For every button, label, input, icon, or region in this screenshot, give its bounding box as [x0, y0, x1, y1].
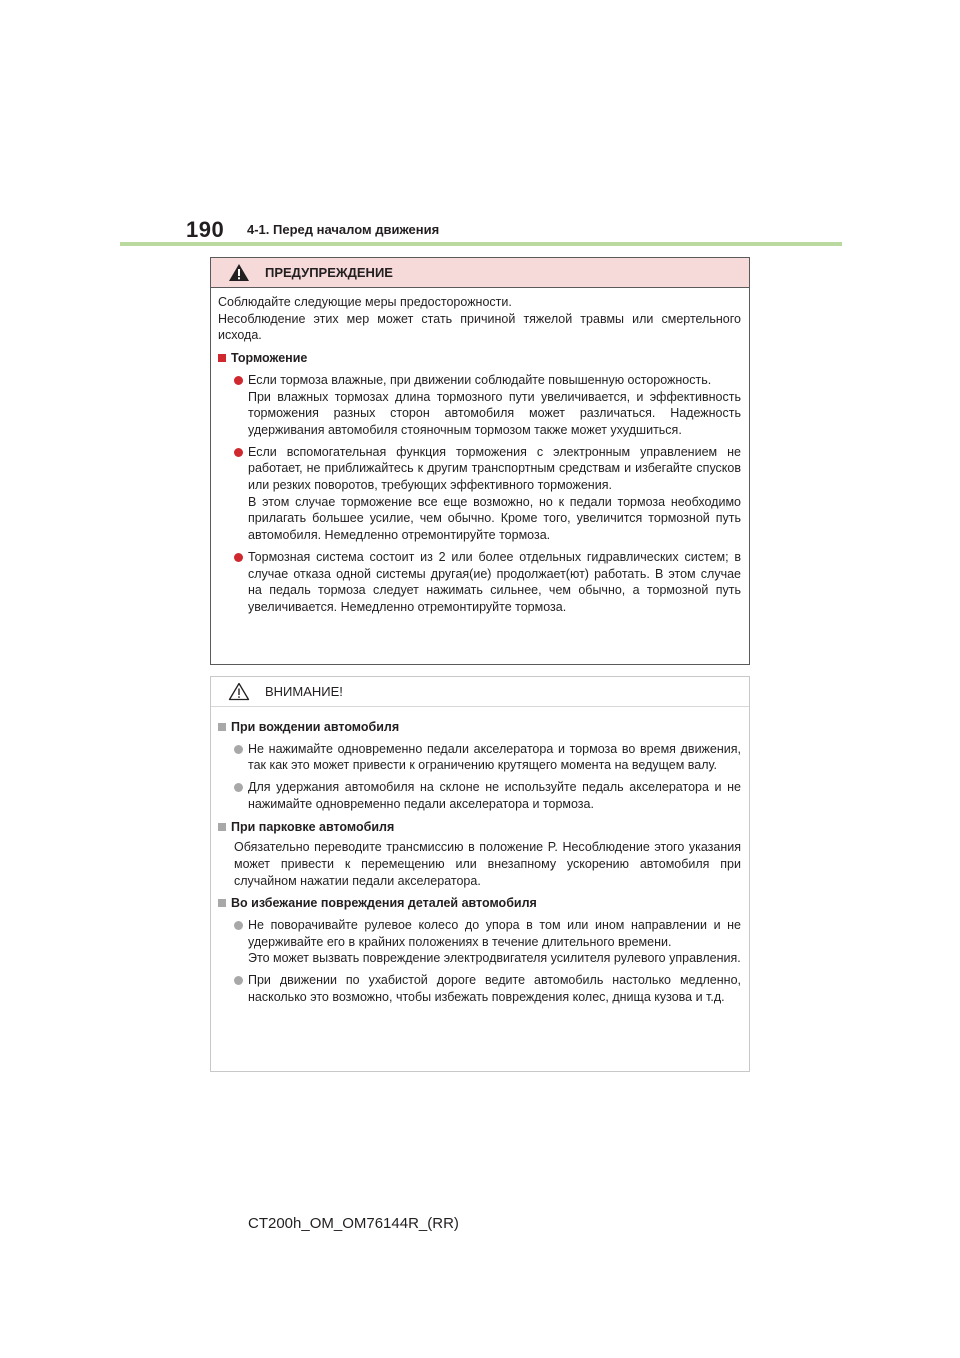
bullet-paragraph: При влажных тормозах длина тормозного пути увеличивается, и эффективность торможения разных сторон автомобиля может различаться. Надежность удерживания автомобиля стояночным тормозом также может ухудшиться.: [248, 389, 741, 437]
caution-section-heading: [218, 895, 741, 912]
warning-header: [211, 258, 749, 288]
caution-body: [211, 707, 749, 1006]
warning-section-heading: [218, 350, 741, 367]
square-bullet-icon: [218, 723, 226, 731]
warning-intro-line: Соблюдайте следующие меры предосторожности.: [218, 295, 512, 309]
caution-title: ВНИМАНИЕ!: [265, 684, 343, 699]
caution-bullet: [218, 917, 741, 967]
bullet-paragraph: Тормозная система состоит из 2 или более отдельных гидравлических систем; в случае отказа одной системы другая(ие) продолжает(ют) работать. В этом случае на педаль тормоза следует нажимать сильнее, чем обычно, а тормозной путь увеличивается. Немедленно отремонтируйте тормоза.: [248, 549, 741, 614]
caution-header: [211, 677, 749, 707]
heading-text: Торможение: [231, 351, 308, 366]
bullet-paragraph: Если тормоза влажные, при движении соблюдайте повышенную осторожность.: [248, 372, 712, 387]
section-title: 4-1. Перед началом движения: [247, 222, 440, 237]
heading-text: При парковке автомобиля: [231, 819, 395, 834]
caution-box: [210, 676, 750, 1072]
caution-section-heading: [218, 719, 741, 736]
caution-bullet: [218, 972, 741, 1005]
round-bullet-icon: [234, 921, 243, 930]
round-bullet-icon: [234, 376, 243, 385]
warning-body: [211, 288, 749, 616]
section-paragraph: Обязательно переводите трансмиссию в положение P. Несоблюдение этого указания может привести к перемещению или внезапному ускорению автомобиля при случайном нажатии педали акселератора.: [234, 840, 741, 888]
heading-text: Во избежание повреждения деталей автомобиля: [231, 896, 537, 911]
square-bullet-icon: [218, 823, 226, 831]
document-code: CT200h_OM_OM76144R_(RR): [248, 1215, 459, 1232]
heading-text: При вождении автомобиля: [231, 720, 400, 734]
bullet-paragraph: Для удержания автомобиля на склоне не используйте педаль акселератора и не нажимайте одновременно педали акселератора и тормоза.: [248, 780, 741, 811]
square-bullet-icon: [218, 899, 226, 907]
warning-intro-line: Несоблюдение этих мер может стать причиной тяжелой травмы или смертельного исхода.: [218, 311, 741, 343]
bullet-paragraph: Не нажимайте одновременно педали акселератора и тормоза во время движения, так как это может привести к ограничению крутящего момента на ведущем валу.: [248, 741, 741, 773]
caution-section-heading: [218, 819, 741, 836]
bullet-paragraph: Не поворачивайте рулевое колесо до упора в том или ином направлении и не удерживайте его в крайних положениях в течение длительного времени.: [248, 918, 741, 949]
bullet-paragraph: При движении по ухабистой дороге ведите автомобиль настолько медленно, насколько это возможно, чтобы избежать повреждения колес, днища кузова и т.д.: [248, 973, 741, 1004]
caution-bullet: [218, 779, 741, 812]
round-bullet-icon: [234, 745, 243, 754]
warning-title: ПРЕДУПРЕЖДЕНИЕ: [265, 265, 393, 280]
caution-triangle-icon: [228, 682, 250, 701]
caution-paragraph: [218, 839, 741, 889]
warning-bullet: [218, 444, 741, 544]
caution-bullet: [218, 741, 741, 774]
bullet-paragraph: Если вспомогательная функция торможения с электронным управлением не работает, не приближайтесь к другим транспортным средствам и избегайте спусков или резких поворотов, требующих эффективного торможения.: [248, 444, 741, 493]
warning-bullet: [218, 549, 741, 616]
round-bullet-icon: [234, 553, 243, 562]
warning-bullet: [218, 372, 741, 439]
warning-box: [210, 257, 750, 665]
round-bullet-icon: [234, 976, 243, 985]
header-divider: [120, 242, 842, 246]
warning-triangle-icon: [228, 263, 250, 282]
bullet-paragraph: Это может вызвать повреждение электродвигателя усилителя рулевого управления.: [248, 951, 741, 966]
round-bullet-icon: [234, 448, 243, 457]
square-bullet-icon: [218, 354, 226, 362]
bullet-paragraph: В этом случае торможение все еще возможно, но к педали тормоза необходимо прилагать большее усилие, чем обычно. Кроме того, увеличится тормозной путь автомобиля. Немедленно отремонтируйте тормоза.: [248, 494, 741, 543]
page-number: 190: [186, 217, 225, 242]
round-bullet-icon: [234, 783, 243, 792]
